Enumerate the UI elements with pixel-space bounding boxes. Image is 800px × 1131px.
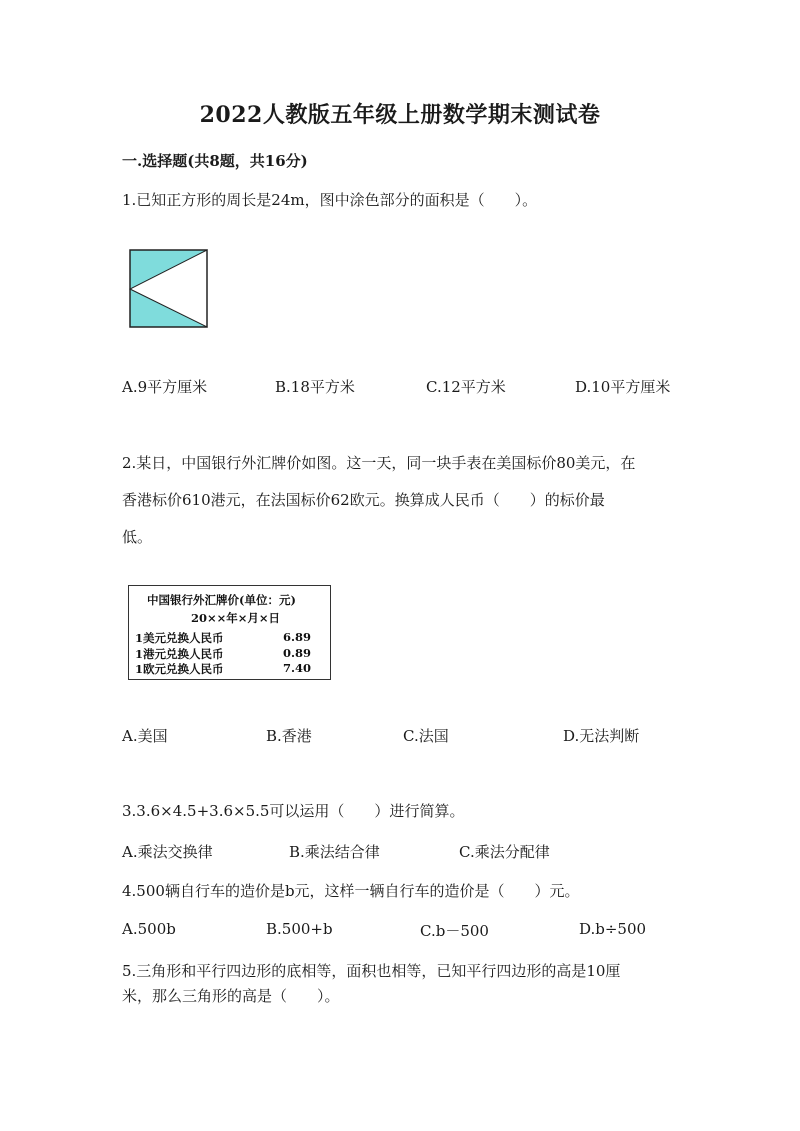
- q2-option-a[interactable]: A.美国: [122, 727, 168, 745]
- q1-option-c[interactable]: C.12平方米: [426, 378, 506, 396]
- table-header-date: 20××年×月×日: [191, 611, 281, 625]
- q3-option-c[interactable]: C.乘法分配律: [459, 843, 550, 861]
- q2-option-d[interactable]: D.无法判断: [563, 727, 640, 745]
- q2-option-c[interactable]: C.法国: [403, 727, 449, 745]
- q4-option-c[interactable]: C.b－500: [420, 922, 489, 940]
- q3-option-b[interactable]: B.乘法结合律: [289, 843, 380, 861]
- square-figure: [129, 249, 209, 329]
- table-row-label: 1美元兑换人民币: [135, 631, 224, 645]
- table-row-rate: 6.89: [283, 630, 312, 644]
- question-2-line-1: 2.某日，中国银行外汇牌价如图。这一天，同一块手表在美国标价80美元，在: [122, 454, 636, 472]
- question-1-text: 1.已知正方形的周长是24m，图中涂色部分的面积是（ ）。: [122, 191, 538, 209]
- question-2-line-2: 香港标价610港元，在法国标价62欧元。换算成人民币（ ）的标价最: [122, 491, 605, 509]
- q4-option-b[interactable]: B.500+b: [266, 920, 333, 938]
- table-row-label: 1港元兑换人民币: [135, 647, 224, 661]
- page-title: 2022人教版五年级上册数学期末测试卷: [199, 102, 601, 128]
- q1-option-d[interactable]: D.10平方厘米: [575, 378, 671, 396]
- section-heading: 一.选择题(共8题，共16分): [122, 152, 308, 170]
- question-3-text: 3.3.6×4.5+3.6×5.5可以运用（ ）进行简算。: [122, 802, 465, 820]
- table-header-title: 中国银行外汇牌价(单位：元): [147, 593, 296, 607]
- q3-option-a[interactable]: A.乘法交换律: [122, 843, 213, 861]
- table-row-rate: 7.40: [283, 661, 312, 675]
- table-row-rate: 0.89: [283, 646, 312, 660]
- q1-option-a[interactable]: A.9平方厘米: [122, 378, 208, 396]
- q2-option-b[interactable]: B.香港: [266, 727, 312, 745]
- question-4-text: 4.500辆自行车的造价是b元，这样一辆自行车的造价是（ ）元。: [122, 882, 580, 900]
- q4-option-d[interactable]: D.b÷500: [579, 920, 647, 938]
- q4-option-a[interactable]: A.500b: [122, 920, 176, 938]
- question-5-line-1: 5.三角形和平行四边形的底相等，面积也相等，已知平行四边形的高是10厘: [122, 962, 621, 980]
- exchange-rate-table: [128, 585, 331, 680]
- question-5-line-2: 米，那么三角形的高是（ ）。: [122, 987, 340, 1005]
- table-row-label: 1欧元兑换人民币: [135, 662, 224, 676]
- q1-option-b[interactable]: B.18平方米: [275, 378, 355, 396]
- question-2-line-3: 低。: [122, 528, 153, 546]
